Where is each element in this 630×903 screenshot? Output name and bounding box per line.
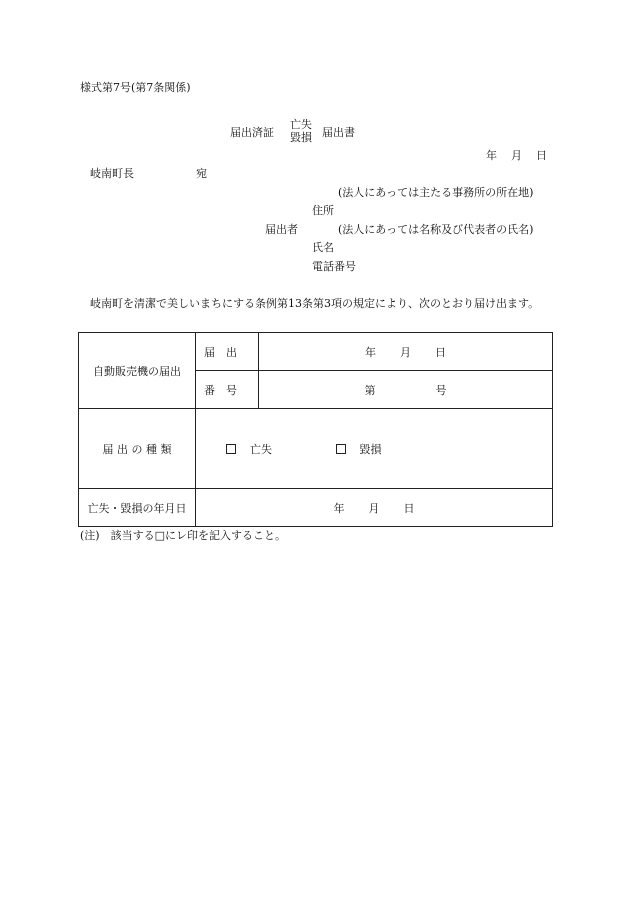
date-month: 月 — [511, 149, 522, 162]
address-note: (法人にあっては主たる事務所の所在地) — [338, 186, 534, 199]
loss-date[interactable] — [196, 489, 553, 527]
row1-month: 月 — [400, 345, 411, 359]
title-prefix: 届出済証 — [230, 126, 274, 139]
row1-year: 年 — [365, 345, 376, 359]
footnote: (注) 該当する□にレ印を記入すること。 — [80, 529, 286, 542]
form-table — [78, 332, 553, 527]
loss-year: 年 — [333, 501, 345, 515]
title-option-damage: 毀損 — [290, 131, 312, 144]
loss-month: 月 — [368, 501, 380, 515]
name-label: 氏名 — [312, 241, 334, 254]
option-loss[interactable] — [226, 441, 326, 457]
addressee-name: 岐南町長 — [90, 167, 134, 180]
loss-day: 日 — [403, 501, 415, 515]
table-row — [79, 409, 553, 489]
address-label: 住所 — [312, 204, 334, 217]
row2-label-text: 番 号 — [204, 383, 237, 397]
body-text: 岐南町を清潔で美しいまちにする条例第13条第3項の規定により、次のとおり届け出ます。 — [90, 297, 540, 310]
type-options — [196, 409, 553, 489]
row1-label-text: 届 出 — [204, 345, 237, 359]
table-row — [79, 333, 553, 371]
name-note: (法人にあっては名称及び代表者の氏名) — [338, 223, 534, 236]
row2-number[interactable] — [259, 371, 553, 409]
row2-label — [196, 371, 259, 409]
row1-day: 日 — [435, 345, 446, 359]
date-year: 年 — [486, 149, 497, 162]
vending-label: 自動販売機の届出 — [79, 333, 196, 409]
type-label: 届 出 の 種 類 — [79, 409, 196, 489]
title-options — [288, 118, 314, 144]
row2-prefix: 第 — [364, 383, 376, 397]
row1-date[interactable] — [259, 333, 553, 371]
option-damage-label: 毀損 — [359, 442, 382, 456]
row2-suffix: 号 — [435, 383, 447, 397]
applicant-label: 届出者 — [265, 223, 298, 236]
option-damage[interactable] — [336, 441, 382, 457]
loss-date-label: 亡失・毀損の年月日 — [79, 489, 196, 527]
table-row — [79, 489, 553, 527]
form-number: 様式第7号(第7条関係) — [80, 81, 191, 94]
row1-label — [196, 333, 259, 371]
title-option-loss: 亡失 — [290, 118, 312, 131]
date-day: 日 — [536, 149, 547, 162]
phone-label: 電話番号 — [312, 260, 356, 273]
checkbox-icon[interactable] — [226, 444, 236, 454]
option-loss-label: 亡失 — [250, 442, 272, 456]
checkbox-icon[interactable] — [336, 444, 346, 454]
addressee-suffix: 宛 — [196, 167, 207, 180]
title-suffix: 届出書 — [322, 126, 355, 139]
